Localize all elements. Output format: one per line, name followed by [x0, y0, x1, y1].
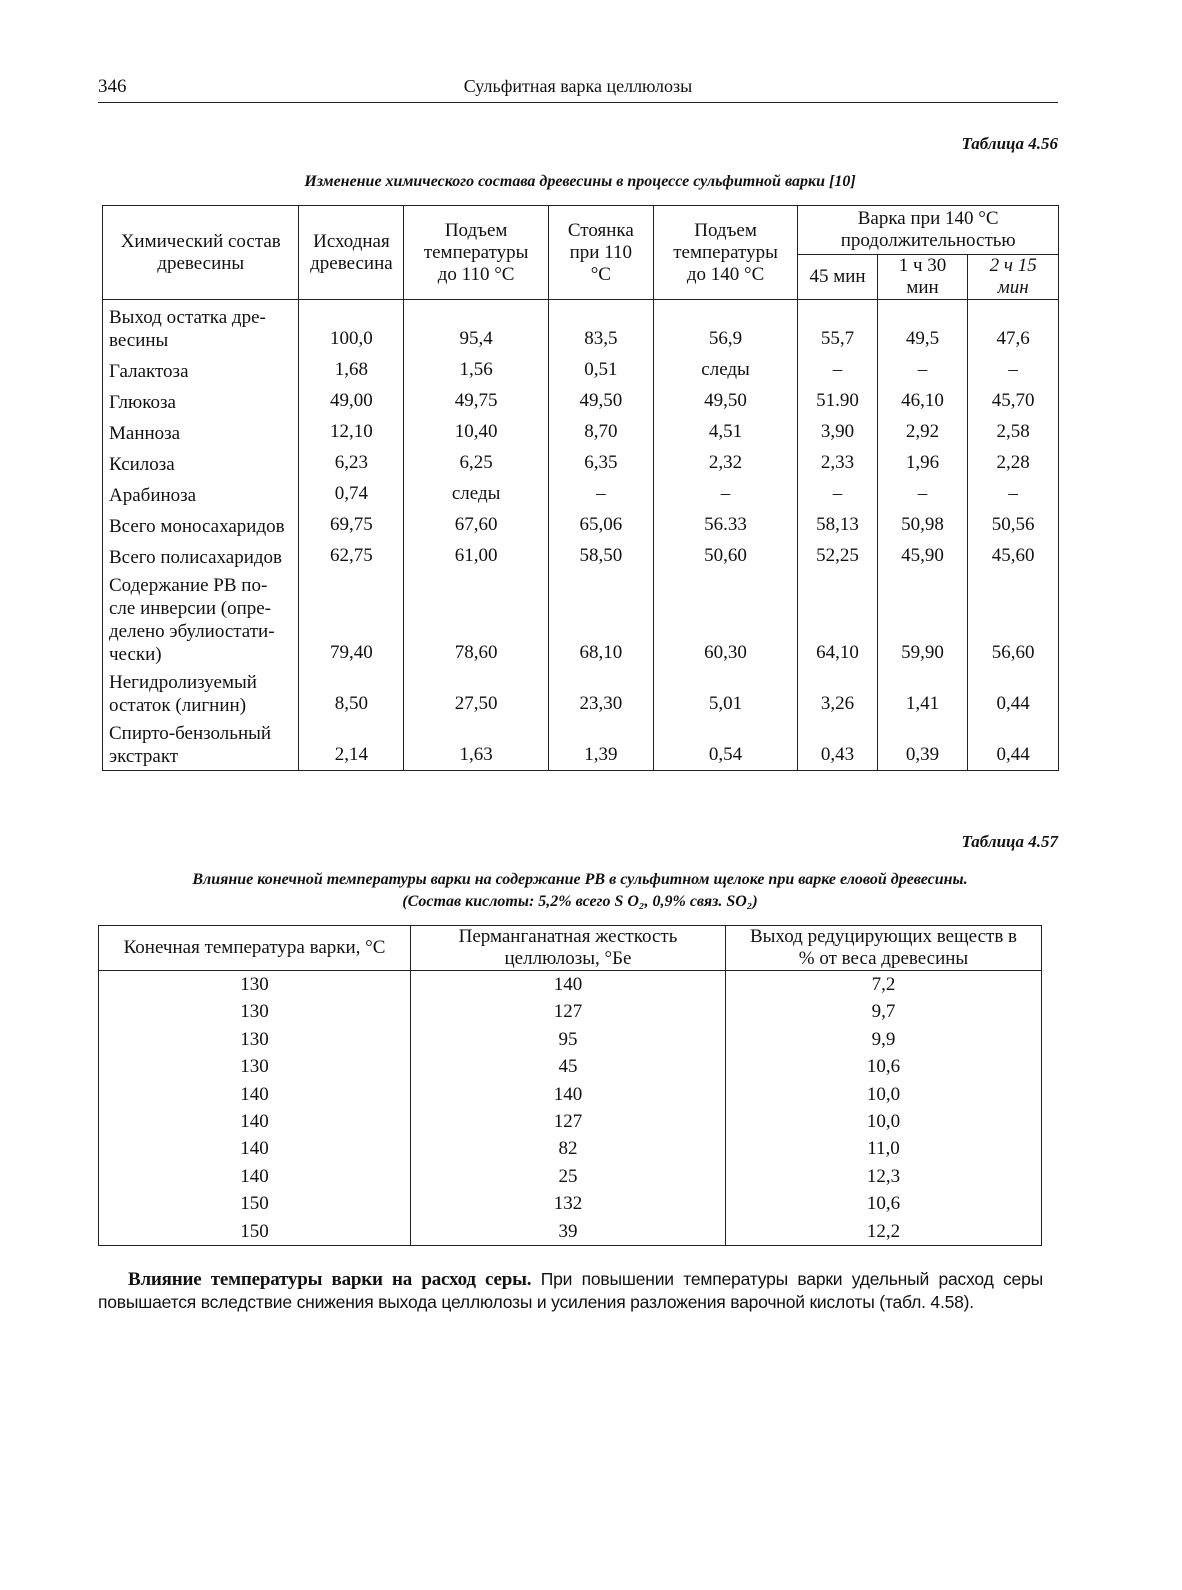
table-cell: 2,28 [968, 447, 1059, 478]
table-row [99, 1108, 1042, 1135]
table-cell: 95,4 [404, 300, 549, 355]
table-cell: 5,01 [653, 668, 798, 719]
running-title: Сульфитная варка целлюлозы [463, 76, 693, 96]
header-cook-group: Варка при 140 °С продолжительностью [798, 206, 1059, 255]
table-cell: 0,44 [968, 668, 1059, 719]
table-4-57 [98, 925, 1042, 1246]
table-cell: 0,74 [299, 478, 404, 509]
table-cell: 3,26 [798, 668, 877, 719]
table-4-57-label: Таблица 4.57 [961, 832, 1058, 851]
header-hold-110: Стоянка при 110 °С [548, 206, 653, 300]
table-cell: – [968, 478, 1059, 509]
table-cell: следы [653, 354, 798, 385]
table-4-57-caption [100, 869, 1060, 913]
table-cell: – [877, 354, 968, 385]
header-composition: Химический состав древесины [103, 206, 299, 300]
table-row [99, 1081, 1042, 1108]
table-cell: 12,2 [726, 1218, 1042, 1246]
table-row [99, 1053, 1042, 1080]
header-final-temperature: Конечная температура варки, °С [99, 926, 411, 971]
table-row [99, 1135, 1042, 1162]
table-cell: 130 [99, 1026, 411, 1053]
row-label: Содержание РВ по- сле инверсии (опре- делено эбулиостати- чески) [103, 571, 299, 668]
table-cell: 58,13 [798, 509, 877, 540]
table-cell: 49,50 [653, 385, 798, 416]
table-cell: 61,00 [404, 540, 549, 571]
table-cell: 140 [411, 1081, 726, 1108]
table-4-56-body [103, 300, 1059, 771]
table-cell: 12,10 [299, 416, 404, 447]
table-cell: 10,6 [726, 1190, 1042, 1217]
table-cell: 4,51 [653, 416, 798, 447]
table-cell: 8,70 [548, 416, 653, 447]
table-cell: 130 [99, 998, 411, 1025]
table-cell: 49,00 [299, 385, 404, 416]
row-label: Ксилоза [103, 447, 299, 478]
table-cell: 6,25 [404, 447, 549, 478]
paragraph-heading: Влияние температуры варки на расход серы. [128, 1269, 532, 1290]
header-rise-140: Подъем температуры до 140 °С [653, 206, 798, 300]
table-cell: 65,06 [548, 509, 653, 540]
row-label: Манноза [103, 416, 299, 447]
table-cell: 2,92 [877, 416, 968, 447]
table-cell: 68,10 [548, 571, 653, 668]
table-cell: 56,60 [968, 571, 1059, 668]
row-label: Всего моносахаридов [103, 509, 299, 540]
table-cell: 1,41 [877, 668, 968, 719]
table-cell: – [968, 354, 1059, 385]
table-cell: 23,30 [548, 668, 653, 719]
table-cell: – [877, 478, 968, 509]
table-cell: 127 [411, 1108, 726, 1135]
table-cell: 56,9 [653, 300, 798, 355]
table-cell: 79,40 [299, 571, 404, 668]
header-initial: Исходная древесина [299, 206, 404, 300]
table-cell: 64,10 [798, 571, 877, 668]
table-cell: 0,51 [548, 354, 653, 385]
row-label: Арабиноза [103, 478, 299, 509]
row-label: Галактоза [103, 354, 299, 385]
table-row [103, 300, 1059, 355]
table-cell: 1,63 [404, 719, 549, 771]
row-label: Негидролизуемый остаток (лигнин) [103, 668, 299, 719]
table-cell: 8,50 [299, 668, 404, 719]
table-cell: 39 [411, 1218, 726, 1246]
table-cell: 45,60 [968, 540, 1059, 571]
table-cell: 2,14 [299, 719, 404, 771]
header-duration-2h15: 2 ч 15 мин [968, 255, 1059, 300]
header-reducing-yield: Выход редуцирующих веществ в % от веса древесины [726, 926, 1042, 971]
table-4-57-body [99, 971, 1042, 1246]
table-cell: 9,7 [726, 998, 1042, 1025]
table-row [99, 1163, 1042, 1190]
header-duration-1h30: 1 ч 30 мин [877, 255, 968, 300]
table-cell: 45 [411, 1053, 726, 1080]
header-permanganate-hardness: Перманганатная жесткость целлюлозы, °Бе [411, 926, 726, 971]
table-cell: 25 [411, 1163, 726, 1190]
table-cell: 100,0 [299, 300, 404, 355]
table-row [99, 971, 1042, 999]
table-cell: 0,43 [798, 719, 877, 771]
table-4-57-caption-line2: (Состав кислоты: 5,2% всего S O₂, 0,9% связ. SO₂) [402, 893, 758, 910]
paragraph-text: При повышении температуры варки удельный расход серы повышается вследствие снижения выхода целлюлозы и усиления разложения варочной кислоты (табл. 4.58). [98, 1269, 1043, 1312]
table-cell: 6,35 [548, 447, 653, 478]
table-cell: 56.33 [653, 509, 798, 540]
row-label: Всего полисахаридов [103, 540, 299, 571]
table-cell: – [653, 478, 798, 509]
table-cell: 0,54 [653, 719, 798, 771]
table-row [103, 416, 1059, 447]
row-label: Спирто-бензольный экстракт [103, 719, 299, 771]
table-cell: 1,56 [404, 354, 549, 385]
table-cell: – [798, 354, 877, 385]
page-number: 346 [98, 76, 127, 97]
table-cell: 50,56 [968, 509, 1059, 540]
table-cell: 49,75 [404, 385, 549, 416]
table-row [99, 1190, 1042, 1217]
table-row [103, 354, 1059, 385]
table-cell: 69,75 [299, 509, 404, 540]
table-cell: 58,50 [548, 540, 653, 571]
table-cell: 55,7 [798, 300, 877, 355]
table-cell: 45,90 [877, 540, 968, 571]
table-cell: 49,5 [877, 300, 968, 355]
table-cell: 6,23 [299, 447, 404, 478]
table-cell: 83,5 [548, 300, 653, 355]
table-cell: 60,30 [653, 571, 798, 668]
table-cell: 1,39 [548, 719, 653, 771]
table-cell: 140 [411, 971, 726, 999]
table-row [103, 719, 1059, 771]
table-cell: 82 [411, 1135, 726, 1162]
table-cell: 7,2 [726, 971, 1042, 999]
table-cell: 62,75 [299, 540, 404, 571]
table-cell: 78,60 [404, 571, 549, 668]
table-cell: 150 [99, 1218, 411, 1246]
table-cell: 1,96 [877, 447, 968, 478]
table-cell: 50,60 [653, 540, 798, 571]
table-row [103, 447, 1059, 478]
table-cell: 2,58 [968, 416, 1059, 447]
table-cell: 140 [99, 1108, 411, 1135]
table-row [103, 540, 1059, 571]
table-cell: 9,9 [726, 1026, 1042, 1053]
table-cell: 52,25 [798, 540, 877, 571]
header-rise-110: Подъем температуры до 110 °С [404, 206, 549, 300]
table-cell: 132 [411, 1190, 726, 1217]
table-cell: 1,68 [299, 354, 404, 385]
table-cell: 10,6 [726, 1053, 1042, 1080]
table-cell: 140 [99, 1135, 411, 1162]
table-cell: 67,60 [404, 509, 549, 540]
table-row [99, 998, 1042, 1025]
table-row [103, 478, 1059, 509]
table-row [103, 571, 1059, 668]
table-cell: 3,90 [798, 416, 877, 447]
table-cell: 150 [99, 1190, 411, 1217]
page-header [98, 76, 1058, 103]
table-cell: 59,90 [877, 571, 968, 668]
table-cell: 127 [411, 998, 726, 1025]
table-4-56-caption: Изменение химического состава древесины в процессе сульфитной варки [10] [304, 173, 856, 190]
table-cell: 0,39 [877, 719, 968, 771]
body-paragraph [98, 1268, 1043, 1314]
table-cell: – [548, 478, 653, 509]
table-cell: 51.90 [798, 385, 877, 416]
table-cell: 130 [99, 971, 411, 999]
table-4-56 [102, 205, 1059, 771]
table-row [103, 668, 1059, 719]
table-cell: 47,6 [968, 300, 1059, 355]
table-cell: 49,50 [548, 385, 653, 416]
table-4-57-caption-line1: Влияние конечной температуры варки на содержание РВ в сульфитном щелоке при варке еловой древесины. [192, 871, 968, 888]
table-cell: 50,98 [877, 509, 968, 540]
table-cell: 130 [99, 1053, 411, 1080]
table-cell: 0,44 [968, 719, 1059, 771]
table-cell: 2,33 [798, 447, 877, 478]
row-label: Выход остатка дре- весины [103, 300, 299, 355]
table-row [103, 509, 1059, 540]
table-cell: 2,32 [653, 447, 798, 478]
table-row [99, 1026, 1042, 1053]
table-row [103, 385, 1059, 416]
table-cell: 45,70 [968, 385, 1059, 416]
table-cell: 95 [411, 1026, 726, 1053]
table-cell: – [798, 478, 877, 509]
table-cell: 140 [99, 1163, 411, 1190]
row-label: Глюкоза [103, 385, 299, 416]
header-duration-45: 45 мин [798, 255, 877, 300]
table-cell: 140 [99, 1081, 411, 1108]
table-4-56-label: Таблица 4.56 [961, 134, 1058, 153]
table-cell: 11,0 [726, 1135, 1042, 1162]
table-cell: 12,3 [726, 1163, 1042, 1190]
table-cell: 46,10 [877, 385, 968, 416]
table-cell: 10,0 [726, 1081, 1042, 1108]
table-cell: следы [404, 478, 549, 509]
table-cell: 10,40 [404, 416, 549, 447]
table-row [99, 1218, 1042, 1246]
table-cell: 27,50 [404, 668, 549, 719]
table-cell: 10,0 [726, 1108, 1042, 1135]
